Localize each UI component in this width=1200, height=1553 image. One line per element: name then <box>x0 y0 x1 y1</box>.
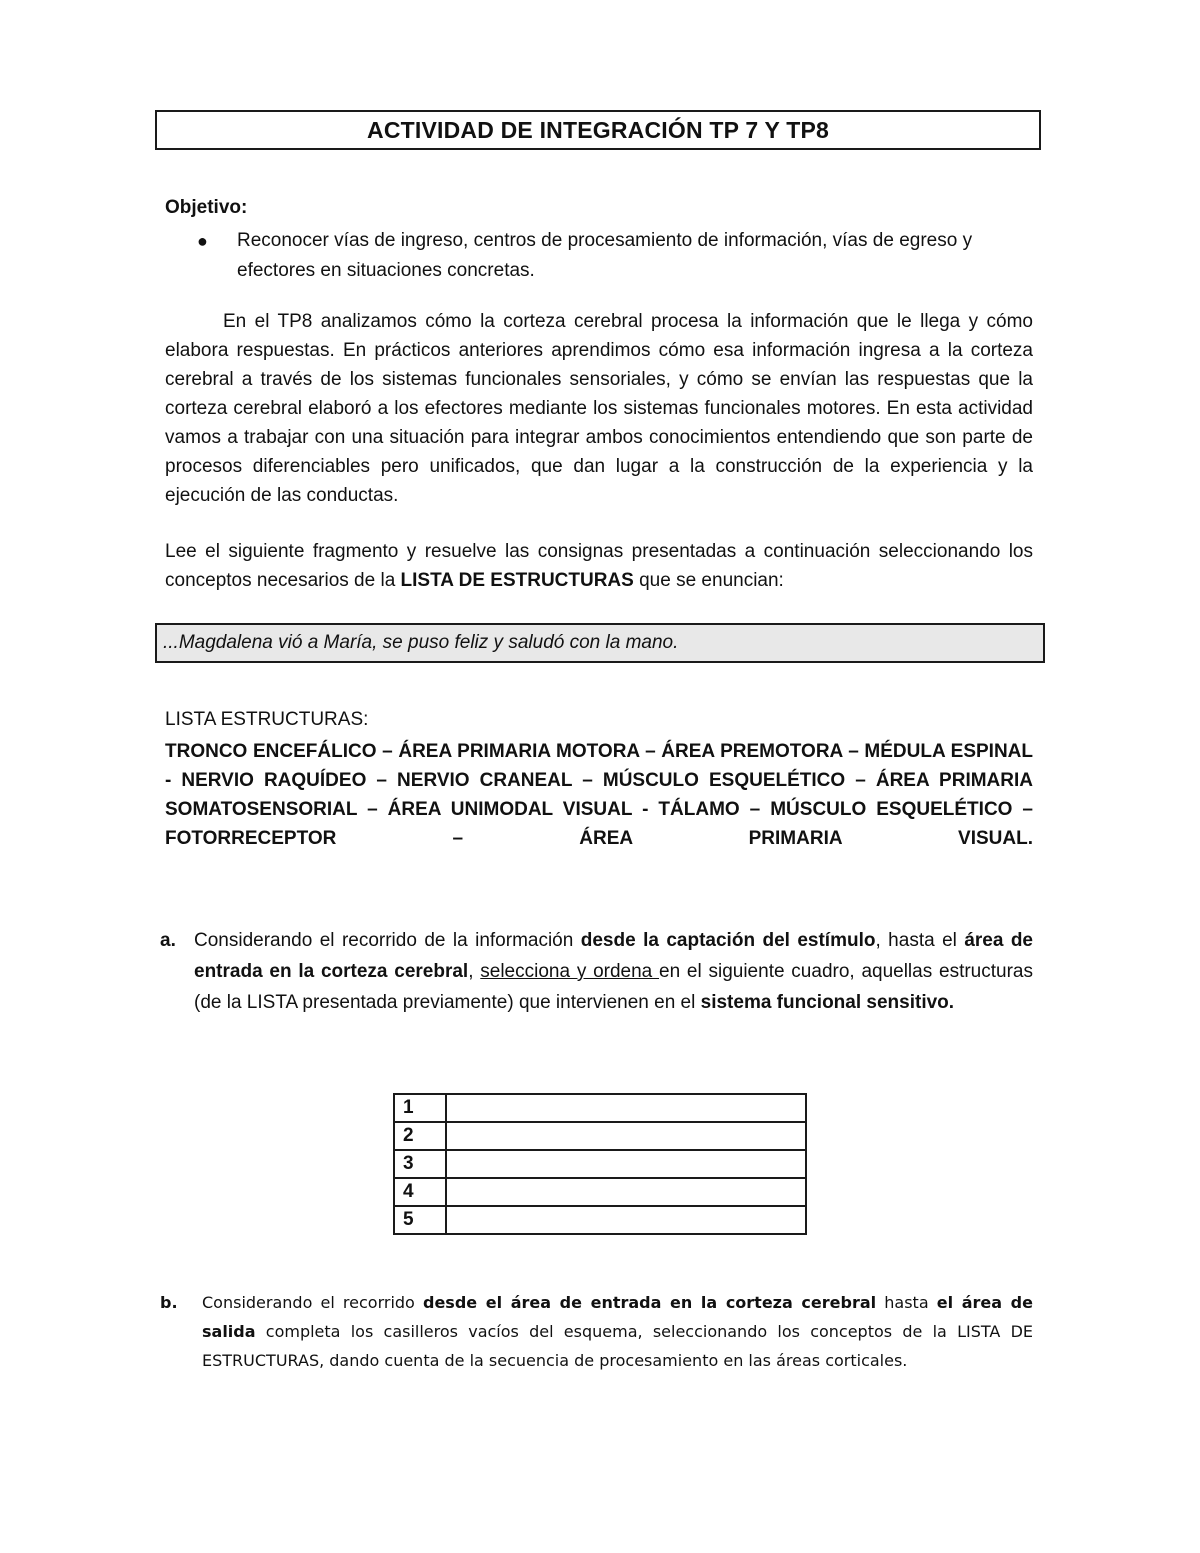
table-row <box>394 1150 806 1178</box>
question-a-text <box>194 925 1033 1018</box>
row-number: 3 <box>394 1150 446 1178</box>
question-b-part-2: hasta <box>876 1293 937 1312</box>
question-a-letter: a. <box>160 930 176 951</box>
table-row <box>394 1122 806 1150</box>
row-number: 1 <box>394 1094 446 1122</box>
question-a-underline: selecciona y ordena <box>480 961 660 982</box>
question-a-bold-2: área de entrada en la corteza cerebral <box>194 930 1034 982</box>
question-b-bold-1: desde el área de entrada en la corteza cerebral <box>422 1293 877 1312</box>
instruction-text-end: que se enuncian: <box>633 570 784 591</box>
row-number: 4 <box>394 1178 446 1206</box>
question-a-bold-1: desde la captación del estímulo <box>580 930 876 951</box>
question-a-part-2: , hasta el <box>875 930 965 951</box>
answer-cell[interactable] <box>446 1178 806 1206</box>
question-a-bold-3: sistema funcional sensitivo. <box>700 992 955 1013</box>
instruction-text-start: Lee el siguiente fragmento y resuelve las consignas presentadas a continuación seleccionando los conceptos necesarios de la <box>165 541 1033 591</box>
table-row <box>394 1178 806 1206</box>
question-a-part-1: Considerando el recorrido de la información <box>194 930 581 951</box>
answer-cell[interactable] <box>446 1122 806 1150</box>
instruction-bold-list: LISTA DE ESTRUCTURAS <box>400 570 634 591</box>
document-title-text: ACTIVIDAD DE INTEGRACIÓN TP 7 Y TP8 <box>367 116 829 143</box>
intro-paragraph: En el TP8 analizamos cómo la corteza cerebral procesa la información que le llega y cómo elabora respuestas. En prácticos anteriores aprendimos cómo esa información ingresa a la corteza cerebral a través de los sistemas funcionales sensoriales, y cómo se envían las respuestas que la corteza cerebral elaboró a los efectores mediante los sistemas funcionales motores. En esta actividad vamos a trabajar con una situación para integrar ambos conocimientos entendiendo que son parte de procesos diferenciables pero unificados, que dan lugar a la construcción de la experiencia y la ejecución de las conductas. <box>165 311 1033 506</box>
structures-label: LISTA ESTRUCTURAS: <box>165 709 369 730</box>
bullet-dot-icon: ● <box>197 231 208 251</box>
objective-bullet-text: Reconocer vías de ingreso, centros de procesamiento de información, vías de egreso y efectores en situaciones concretas. <box>237 230 973 281</box>
table-row <box>394 1094 806 1122</box>
question-a-part-3: , <box>468 961 481 982</box>
table-row <box>394 1206 806 1234</box>
fragment-box <box>155 623 1045 663</box>
question-b-text <box>202 1288 1033 1375</box>
instruction-paragraph <box>165 537 1033 595</box>
objective-label: Objetivo: <box>165 197 248 218</box>
question-b-bold-2: el área de salida <box>202 1293 1033 1341</box>
fragment-text: ...Magdalena vió a María, se puso feliz y saludó con la mano. <box>163 632 679 653</box>
document-title <box>155 110 1041 150</box>
structures-list: TRONCO ENCEFÁLICO – ÁREA PRIMARIA MOTORA – ÁREA PREMOTORA – MÉDULA ESPINAL - NERVIO RAQUÍDEO – NERVIO CRANEAL – MÚSCULO ESQUELÉTICO – ÁREA PRIMARIA SOMATOSENSORIAL – ÁREA UNIMODAL VISUAL - TÁLAMO – MÚSCULO ESQUELÉTICO – FOTORRECEPTOR – ÁREA PRIMARIA VISUAL. <box>165 741 1033 849</box>
question-b-part-3: completa los casilleros vacíos del esquema, seleccionando los conceptos de la LISTA DE ESTRUCTURAS, dando cuenta de la secuencia de procesamiento en las áreas corticales. <box>202 1322 1033 1370</box>
question-b-part-1: Considerando el recorrido <box>202 1293 423 1312</box>
answer-cell[interactable] <box>446 1150 806 1178</box>
question-b-letter: b. <box>160 1293 178 1312</box>
question-a-part-4: en el siguiente cuadro, aquellas estructuras (de la LISTA presentada previamente) que intervienen en el <box>194 961 1033 1013</box>
answer-table <box>393 1093 807 1235</box>
row-number: 2 <box>394 1122 446 1150</box>
row-number: 5 <box>394 1206 446 1234</box>
answer-cell[interactable] <box>446 1094 806 1122</box>
answer-cell[interactable] <box>446 1206 806 1234</box>
